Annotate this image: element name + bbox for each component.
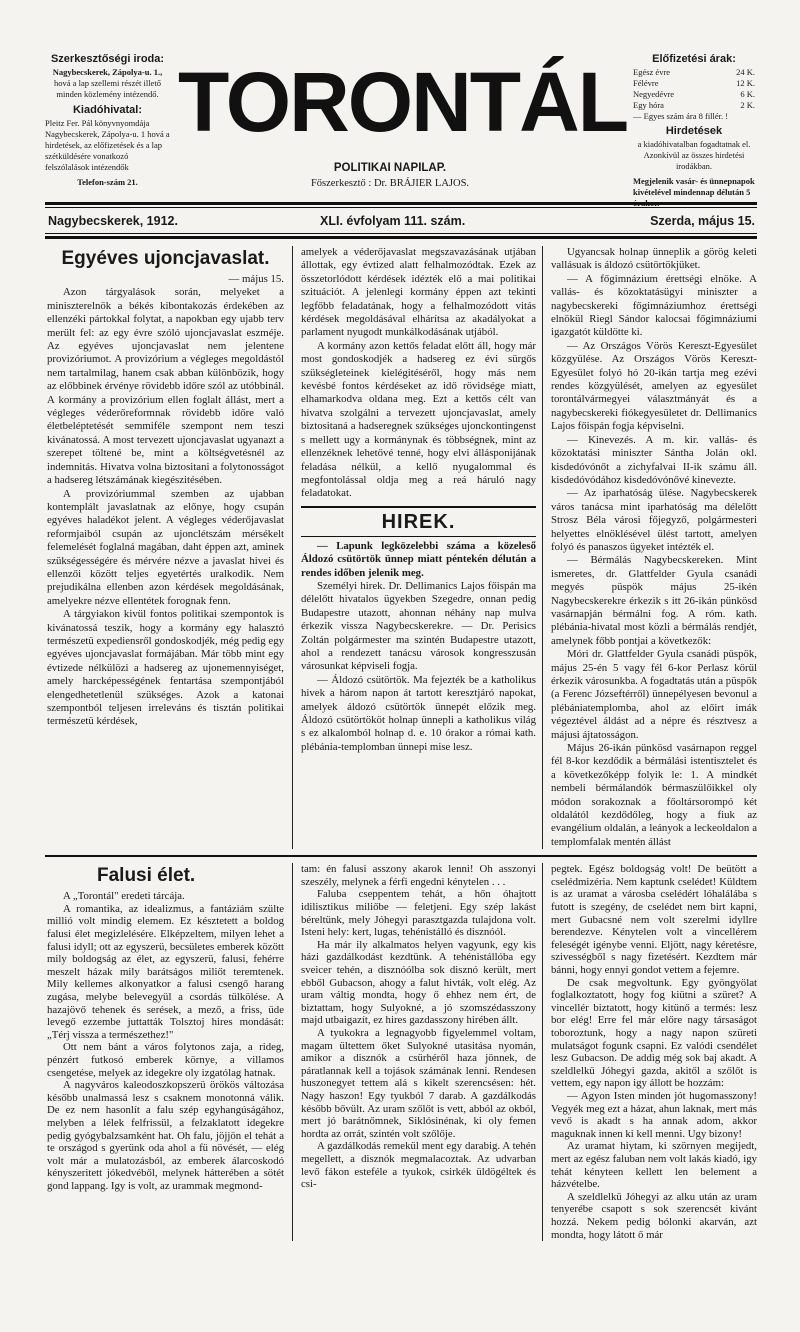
masthead — [0, 0, 800, 242]
news-item: — Lapunk legközelebbi száma a közeleső Áldozó csütörtök ünnep miatt péntekén délután a rendes időben jelenik meg. — [301, 539, 536, 579]
dateline-issue: XLI. évfolyam 111. szám. — [320, 214, 466, 228]
feuilleton-paragraph: A szeldlelkü Jóhegyi az alku után az uram tenyerébe csapott s sok szerencsét kivánt hozzá. Nekem pedig bólonki akarván, azt mondta, hogy látott ő már — [551, 1190, 757, 1241]
news-item: — Kinevezés. A m. kir. vallás- és közoktatási miniszter Sántha Jolán okl. kisdedóvónőt a zichyfalvai II-ik számu áll. kisdedóvódához kisdedóvónővé kinevezte. — [551, 433, 757, 486]
news-item: — Az Országos Vörös Kereszt-Egyesület közgyülése. Az Országos Vörös Kereszt-Egyesület folyó hó 20-ikán tartja meg ezévi rendes közgyülését, amelyen az egyesület torontálvármegyei választmányát és a nagybecskereki fiókegyesületet dr. Dellimanics Lajos főispán fogja képviselni. — [551, 339, 757, 433]
news-item: — A főgimnázium érettségi elnöke. A vallás- és közoktatásügyi miniszter a nagybecskereki főgimnáziumhoz érettségi elnökül Riegl Sándor kalocsai főgimnáziumi igazgatót küldötte ki. — [551, 272, 757, 339]
news-item: — Áldozó csütörtök. Ma fejezték be a katholikus hivek a három napon át tartott keresztjáró napokat, amelyek áldozó csütörtök ünnepét előzik meg. Áldozó csütörtököt holnap ünnepli a katholikus világ s ez alkalomból holnap d. e. 10 órakor a római kath. plébánia-templomban ünnepi mise lesz. — [301, 673, 536, 753]
price-row: Egész évre 24 K. — [633, 67, 755, 77]
ads-text: a kiadóhivatalban fogadtatnak el. Azonkívül az összes hirdetési irodákban. — [637, 139, 751, 171]
price-list — [633, 67, 755, 111]
editorial-heading: Szerkesztőségi iroda: — [50, 53, 165, 65]
feuilleton-paragraph: Ott nem bánt a város folytonos zaja, a rideg, pénzért futkosó emberek környe, a villamos csengetése, melyek az idegekre oly izgatólag hatnak. — [47, 1041, 284, 1079]
upper-section — [45, 246, 757, 849]
price-row: Negyedévre 6 K. — [633, 89, 755, 99]
article-col-1 — [45, 246, 293, 849]
news-item: — Az iparhatóság ülése. Nagybecskerek város tanácsa mint iparhatóság ma délelőtt Strosz Béla városi főjegyző, polgármesteri helyettes elnöklésével ülést tartott, amelyen folyó és panaszos ügyeket intézték el. — [551, 487, 757, 553]
masthead-editor: Főszerkesztő : Dr. BRÁJIER LAJOS. — [310, 178, 470, 189]
publisher-text: Pleitz Fer. Pál könyvnyomdája Nagybecskerek, Zápolya-u. 1 hová a hirdetések, az előfizetések és a lap szétküldésére vonatkozó felszólalások intézendők — [45, 118, 170, 172]
feuilleton-paragraph: Az uramat hiytam, ki szörnyen megijedt, mert az egész faluban nem volt lakás kiadó, igy tehát kényteen kellett len belement a házvételbe. — [551, 1140, 757, 1191]
news-item: Ugyancsak holnap ünneplik a görög keleti vallásuak is áldozó csütörtökjüket. — [551, 246, 757, 272]
article-paragraph: A provizóriummal szemben az ujabban kontemplált javaslatnak az előnye, hogy csupán egyéves haladékot jelent. A végleges véderőjavaslat reformjaiból csupán az ujonclétszám mérsékelt felemelését foglalná magában, daht éppen azt, aminek szükségességére és mérvére nézve a javaslat hivei és ellenzői között teljes egyetértés uralkodik. Nem prejudikálna ellenben azon kérdések megoldásának, amelyekre nézve ellentétek forognak fenn. — [47, 487, 284, 607]
feuilleton-subtitle: A „Torontál" eredeti tárcája. — [63, 890, 185, 903]
news-item: — Bérmálás Nagybecskereken. Mint ismeretes, dr. Glattfelder Gyula csanádi megyés püspök május 25-ikén Nagybecskerekre érkezik s itt 26-ikán pünkösd vasárnapján bérmálni fog. A róm. kath. plébánia-hivatal most közli a bérmálás rendjét, amelynek főbb pontjai a következők: — [551, 554, 757, 647]
dateline-place: Nagybecskerek, 1912. — [48, 214, 178, 228]
editorial-note: hová a lap szellemi részét illető minden közlemény intézendő. — [54, 78, 161, 99]
masthead-title: TORONTÁL — [178, 55, 628, 149]
editorial-office-box — [45, 52, 170, 188]
news-item: Móri dr. Glattfelder Gyula csanádi püspök, május 25-én 5 vagy fél 6-kor Perlasz körül érkezik városunkba. A fogadtatás után a püspök (a Ferenc Józseftérről) ünnepélyesen bevonul a plébániatemplomba, ahol az előirt imák végeztével áldást ad a népre és résztvesz a májusi ájtatosságon. — [551, 648, 757, 741]
article-paragraph: Azon tárgyalások során, melyeket a miniszterelnök a békés kibontakozás érdekében az ellenzéki pártokkal folytat, a napokban egy ujabb terv merült fel: az egy évre szóló ujoncjavaslat eszméje. Az egyéves ujoncjavaslat nem jelentene provizóriumot. A provizórium a végleges megoldástól nem tartalmilag, hanem csak abban különbözik, hogy az előbbinek érvénye rövidebb időre szól az utóbbinál. A kormány a provizórium ellen foglalt állást, mert a végleges véderőreformnak rövidebb időre való életbeléptetését semmiféle szempont nem teszi kivánatossá. A most tervezett ujoncjavaslat ugyanazt a szerepet töltené be, mint a költségvetésnél az indemnitás. Hivatva volna biztositani a folytonosságot a hadsereg létszámának kiegészitésében. — [47, 286, 284, 487]
news-col-3 — [543, 246, 757, 849]
feuilleton-paragraph: A nagyváros kaleodoszkopszerü örökös változása később unalmassá lesz s csaknem monotonná válik. De ez nem hasonlít a falu szép egyhangúságához, melyben a lélek felfrissül, a felzaklatott idegekre pedig gyógybalzsamként hat. Oh falu, jöjjön el tehát a te országod s gyerünk oda ahol a fü növését, — elég volt már a mulatozásból, az emberek álarcoskodó kényszeritett jókedvéből, melynek hátterében a sötét gond lappang. Igy is volt, az urammak megmond- — [47, 1079, 284, 1192]
feuilleton-col-2 — [293, 863, 543, 1241]
article-date: — május 15. — [228, 273, 284, 285]
subscription-box — [633, 52, 755, 209]
article-col-2 — [293, 246, 543, 849]
feuilleton-paragraph: A tyukokra a legnagyobb figyelemmel voltam, magam ültettem őket Sulyokné utasitása nyomán, amikor a disznók a csürhéről haza jönnek, de páratlannak kell a tojások számának lenni. Rendesen huszonegyet tettem alá s kikelt szerencsésen: hét. Nagy haszon! Egy tyukból 7 darab. A gazdálkodás később bővült. Az uram szőlőt is vett, abból az okból, mert jó barátnőmnek, Siklósinénak, ki oly femen hordta az orrát, szintén volt szőlője. — [301, 1027, 536, 1140]
news-item: Május 26-ikán pünkösd vasárnapon reggel fél 8-kor kezdődik a bérmálási istentisztelet és a következőképp folyik le: 1. A mindkét nembeli bérmálandók bérmaszülőikkel oly módon sorakoznak a főoltársorompó két oldalától kezdődőleg, hogy a fiuk az evangélium oldalán, a leányok a leckeoldalon a templomfalak mentén állást — [551, 742, 757, 848]
masthead-subtitle: POLITIKAI NAPILAP. — [333, 162, 447, 174]
article-paragraph: A kormány azon kettős feladat előtt áll, hogy már most gondoskodjék a hadsereg ez évi sürgős szükségleteinek kielégitéséről, hogy más nem kevésbé fontos kérdéseket az idő rövidsége miatt, elhamarkodva oldana meg. Ezt a kettős célt van hivatva szolgálni a tervezett ujoncjavaslat, amely biztositaná a hadseregnek szükséges ujonckontingenst s mellett ugy a kormánynak és többségnek, mint az ellenzéknek lehetővé tenné, hogy elvi állásponijának feladása nélkül, a kellő nyugalommal és megfontolással oldja meg a reá háruló nagy feladatokat. — [301, 339, 536, 500]
feuilleton-title: Falusi élet. — [97, 865, 196, 887]
rule-bottom — [45, 236, 757, 239]
dateline-date: Szerda, május 15. — [650, 214, 755, 228]
feuilleton-paragraph: — Agyon Isten minden jót hugomasszony! Vegyék meg ezt a házat, ahun laknak, mert más vevő is akadt s ha annak adom, akkor maguknak innen ki kell menni. Ugy bizony! — [551, 1089, 757, 1140]
feuilleton-paragraph: Faluba cseppentem tehát, a hőn óhajtott idilisztikus miliőbe — feletjeni. Egy szép lakást béreltünk, mely Jóhegyi parasztgazda tulajdona volt. Isteni hely: kert, lugas, tehénistálló és disznóól. — [301, 888, 536, 939]
lower-section — [45, 863, 757, 1241]
publisher-heading: Kiadóhivatal: — [72, 104, 143, 116]
price-row: Egy hóra 2 K. — [633, 100, 755, 110]
article-paragraph: amelyek a véderőjavaslat megszavazásának utjában állottak, egy évtized alatt felhalmozódtak. Ezek az összetorlódott kérdések idézték elő a mai politikai szituációt. A jelenlegi kormány éppen azt tekinti legfőbb feladatának, hogy a felhalmozódott vitás kérdések megoldásával elhárítsa az akadályokat a parlament nyugodt munkálkodásának utjából. — [301, 246, 536, 339]
feuilleton-paragraph: Ha már ily alkalmatos helyen vagyunk, egy kis házi gazdálkodást kezdtünk. A tehénistállóba egy sveicer tehén, a disznóólba sok disznó került, mert ebből Gubacson, ahogy a falut hivták, volt elég. Az uram váltig mondta, hogy ő ehhez nem ért, de biztattam, hogy Sulyokné, a jó szomszédasszony majd utbaigazít, ez hires gazdasszony hirében állt. — [301, 938, 536, 1027]
prices-heading: Előfizetési árak: — [652, 53, 736, 65]
rule-top-thin — [45, 207, 757, 208]
news-item: Személyi hirek. Dr. Dellimanics Lajos főispán ma délelőtt hivatalos ügyekben Szegedre, onnan pedig Budapestre utazott, ahonnan néhány nap mulva érkezik vissza Nagybecskerekre. — Dr. Perisics Zoltán polgármester ma szintén Budapestre utazott, ahol a rendezett tanácsu városok kongresszusán városunkat képviseli fogja. — [301, 579, 536, 673]
feuilleton-paragraph: pegtek. Egész boldogság volt! De beütött a cselédmizéria. Nem kaptunk cselédet! Küldtem is az uramat a városba cselédért lóhalálába s futott is szegény, de cselédet nem birt kapni, mert Gubacsné nem volt szerelmi idyllre berendezve. Kénytelen volt a vincellérem feleségét igénybe venni. Eljött, nagy kéretésre, szivességből s nagy fizetésért. Kezdtem már bánni, hogy ennyi gondot vettem a fejemre. — [551, 863, 757, 977]
article-title: Egyéves ujoncjavaslat. — [61, 248, 270, 269]
phone-number: Telefon-szám 21. — [77, 177, 138, 187]
price-row: Félévre 12 K. — [633, 78, 755, 88]
feuilleton-paragraph: tam: én falusi asszony akarok lenni! Oh asszonyi szeszély, melynek a férfi engedni kénytelen . . . — [301, 863, 536, 888]
rule-top — [45, 202, 757, 205]
publication-schedule: Megjelenik vasár- és ünnepnapok kivételével mindennap délután 5 — [633, 176, 755, 197]
feuilleton-paragraph: A gazdálkodás remekül ment egy darabig. A tehén megellett, a disznók megmalacoztak. Az udvarban levő fákon esteféle a tyukok, csirkék üldögéltek és csi- — [301, 1140, 536, 1191]
feuilleton-col-1 — [45, 863, 293, 1241]
feuilleton-rule — [45, 855, 757, 857]
editorial-address: Nagybecskerek, Zápolya-u. 1., — [52, 67, 163, 77]
article-paragraph: A tárgyiakon kivül fontos politikai szempontok is kivánatossá teszik, hogy a kormány egy halasztó természetü expediensről gondoskodjék, még pedig egy egyéves ujoncjavaslat formájában. Már több mint egy évtizede nélkülözi a hadsereg az ujonemennyiséget, amely harcképességének fentartása szempontjából elengedhetetlenül szükséges. Azok a katonai szempontból teljesen irreleváns és tisztán politikai természetü kérdések, — [47, 608, 284, 728]
feuilleton-paragraph: A romantika, az idealizmus, a fantáziám szülte millió volt mindig elemem. Ez késztetett a boldog falusi élet megizlelésére. Elképzeltem, milyen lehet a falusi idyll; ott az egyszerü, becsületes emberek között mily boldogság az élet, az egyszerü, falusi, fehérre meszelt házak mily barátságos miliőt teremtenek. Mily kellemes alkonyatkor a falusi csengő harang zugása, melybe belevegyül a csordás tülkölése. A hazajövő tehenek és serések, a mező, a friss, üde levegő ezzembe juttatták Tolsztoj hires mondását: „Térj vissza a természethez!" — [47, 902, 284, 1041]
news-heading: HIREK. — [381, 510, 456, 533]
feuilleton-col-3 — [543, 863, 757, 1241]
single-issue-price: — Egyes szám ára 8 fillér. ! — [633, 111, 729, 121]
feuilleton-paragraph: De csak megvoltunk. Egy gyöngyölat foglalkoztatott, hogy fog kiütni a szüret? A vincellér biztatott, hogy kitünő a termés: lesz bor elég! Erre fel már előre nagy társaságot toboroztunk, hogy a nagy napon szüreti mulatságot fogunk csapni. Ez valódi csendélet lesz Gubacson. De addig még sok baj akadt. A szeldlelkü Jóhegyi gazda, akitől a szőlőt is vettem, egy napon igy állott be hozzám: — [551, 976, 757, 1090]
rule-bottom-thin — [45, 233, 757, 234]
ads-heading: Hirdetések — [665, 125, 723, 137]
